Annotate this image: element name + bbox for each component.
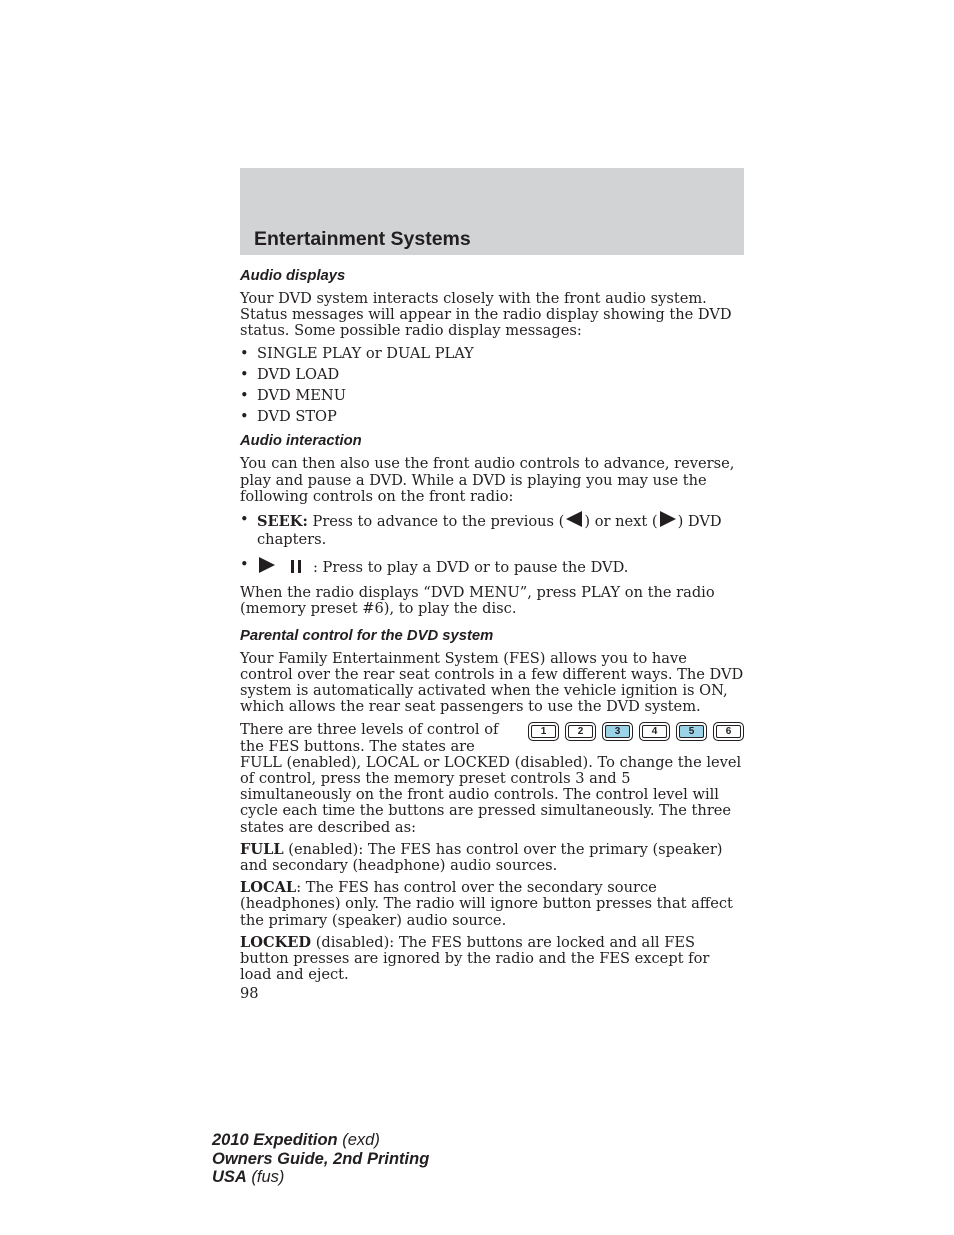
list-item: • DVD STOP	[240, 409, 744, 425]
local-label: LOCAL	[240, 879, 297, 897]
preset-2-icon: 2	[565, 722, 596, 741]
seek-text: Press to advance to the previous (	[307, 513, 565, 531]
full-text: (enabled): The FES has control over the primary (speaker) and secondary (headphone) audio sources.	[240, 840, 723, 875]
document-footer	[212, 1131, 429, 1187]
preset-5-icon: 5	[676, 722, 707, 741]
controls-list	[240, 511, 744, 577]
audio-displays-intro: Your DVD system interacts closely with the front audio system. Status messages will appear in the radio display showing the DVD status. Some possible radio display messages:	[240, 290, 732, 340]
parental-control-intro: Your Family Entertainment System (FES) allows you to have control over the rear seat controls in a few different ways. The DVD system is automatically activated when the vehicle ignition is ON, which allows the rear seat passengers to use the DVD system.	[240, 649, 744, 716]
seek-item	[240, 511, 744, 549]
seek-previous-icon	[566, 511, 582, 527]
seek-text: ) DVD chapters.	[257, 513, 722, 549]
full-label: FULL	[240, 840, 284, 858]
dvd-menu-note: When the radio displays “DVD MENU”, press PLAY on the radio (memory preset #6), to play the disc.	[240, 584, 715, 618]
pause-icon	[291, 560, 305, 577]
audio-displays-heading: Audio displays	[240, 268, 346, 284]
local-state	[240, 880, 744, 929]
section-title: Entertainment Systems	[254, 228, 471, 250]
footer-line: USA (fus)	[212, 1168, 285, 1186]
audio-interaction-heading: Audio interaction	[240, 433, 362, 450]
list-item: • DVD LOAD	[240, 367, 744, 383]
audio-interaction-intro: You can then also use the front audio controls to advance, reverse, play and pause a DVD. While a DVD is playing you may use the following controls on the front radio:	[240, 455, 735, 505]
preset-4-icon: 4	[639, 722, 670, 741]
footer-line: 2010 Expedition (exd)	[212, 1131, 380, 1149]
control-levels-text: There are three levels of control of the FES buttons. The states are FULL (enabled), LOCAL or LOCKED (disabled). To change the level of control, press the memory preset controls 3 and 5 simultaneously on the front audio controls. The control level will cycle each time the buttons are pressed simultaneously. The three states are described as:	[240, 721, 742, 836]
seek-next-icon	[660, 511, 676, 527]
parental-control-heading: Parental control for the DVD system	[240, 627, 494, 644]
play-pause-item	[240, 557, 744, 577]
locked-state	[240, 935, 744, 984]
display-messages-list	[240, 346, 744, 426]
preset-1-icon: 1	[528, 722, 559, 741]
memory-preset-buttons	[528, 722, 744, 741]
footer-line: Owners Guide, 2nd Printing	[212, 1149, 430, 1168]
local-text: : The FES has control over the secondary source (headphones) only. The radio will ignore button presses that affect the primary (speaker) audio source.	[240, 879, 733, 929]
seek-label: SEEK:	[257, 513, 308, 531]
play-pause-text: : Press to play a DVD or to pause the DVD.	[313, 559, 629, 577]
full-state	[240, 842, 744, 874]
seek-text: ) or next (	[584, 513, 658, 531]
page-number: 98	[240, 984, 259, 1002]
play-icon	[259, 557, 275, 573]
locked-label: LOCKED	[240, 933, 312, 951]
list-item: • DVD MENU	[240, 388, 744, 404]
section-header-band	[240, 168, 744, 255]
preset-6-icon: 6	[713, 722, 744, 741]
preset-3-icon: 3	[602, 722, 633, 741]
list-item: • SINGLE PLAY or DUAL PLAY	[240, 346, 744, 362]
page-content	[240, 266, 744, 1002]
locked-text: (disabled): The FES buttons are locked and all FES button presses are ignored by the radio and the FES except for load and eject.	[240, 933, 710, 984]
